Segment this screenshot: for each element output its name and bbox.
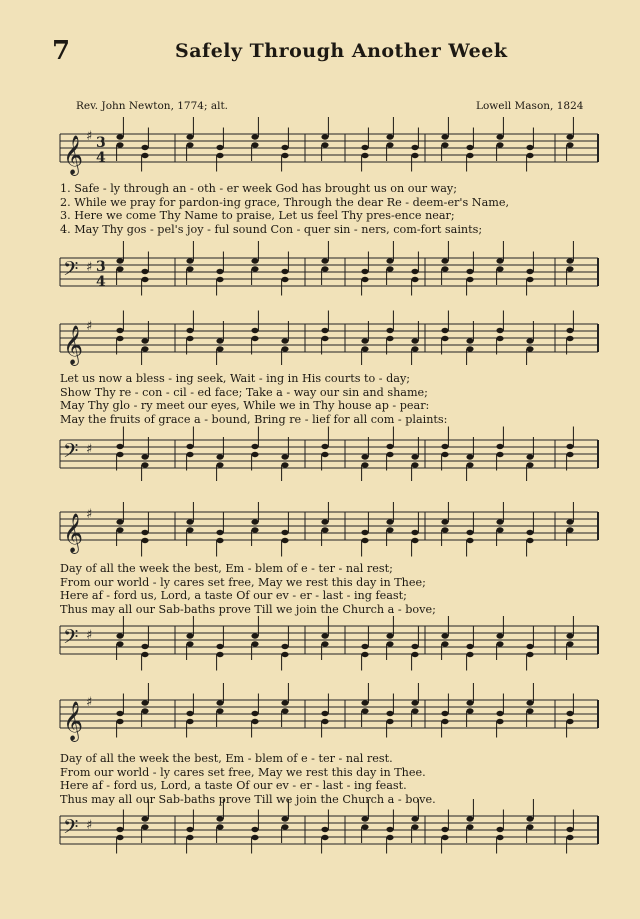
note-head: [321, 336, 328, 341]
note-head: [251, 258, 258, 263]
note-head: [496, 527, 503, 532]
note-head: [251, 336, 258, 341]
treble-staff: [60, 696, 600, 740]
note-head: [216, 338, 223, 343]
note-head: [566, 328, 573, 333]
note-head: [386, 266, 393, 271]
note-head: [496, 641, 503, 646]
note-head: [281, 644, 288, 649]
note-head: [321, 835, 328, 840]
treble-clef-icon: 𝄞: [63, 325, 84, 365]
lyric-line-verse-1: 1. Safe - ly through an - oth - er week God has brought us on our way;: [60, 182, 457, 195]
note-head: [441, 641, 448, 646]
note-head: [526, 530, 533, 535]
note-head: [116, 328, 123, 333]
bass-clef-icon: 𝄢: [63, 815, 79, 843]
note-head: [141, 700, 148, 705]
note-head: [141, 153, 148, 158]
note-head: [566, 519, 573, 524]
note-head: [361, 153, 368, 158]
note-head: [386, 641, 393, 646]
note-head: [116, 633, 123, 638]
note-head: [116, 258, 123, 263]
lyrics-block: [60, 182, 600, 236]
note-head: [281, 530, 288, 535]
note-head: [251, 719, 258, 724]
bass-staff: [60, 812, 600, 856]
note-head: [496, 633, 503, 638]
note-head: [216, 824, 223, 829]
note-head: [361, 644, 368, 649]
note-head: [251, 827, 258, 832]
note-head: [386, 328, 393, 333]
note-head: [186, 258, 193, 263]
lyric-line-verse-4: Thus may all our Sab-baths prove Till we join the Church a - bove.: [60, 792, 436, 806]
note-head: [141, 454, 148, 459]
note-head: [496, 336, 503, 341]
note-head: [441, 519, 448, 524]
note-head: [216, 346, 223, 351]
note-head: [141, 644, 148, 649]
note-head: [186, 519, 193, 524]
note-head: [526, 338, 533, 343]
note-head: [496, 452, 503, 457]
note-head: [321, 827, 328, 832]
note-head: [526, 269, 533, 274]
note-head: [411, 652, 418, 657]
note-head: [441, 827, 448, 832]
note-head: [141, 530, 148, 535]
note-head: [496, 835, 503, 840]
note-head: [361, 530, 368, 535]
note-head: [281, 153, 288, 158]
note-head: [466, 708, 473, 713]
note-head: [566, 142, 573, 147]
note-head: [116, 711, 123, 716]
note-head: [281, 652, 288, 657]
music-credit: Lowell Mason, 1824: [476, 100, 584, 112]
note-head: [186, 527, 193, 532]
note-head: [526, 153, 533, 158]
note-head: [186, 336, 193, 341]
note-head: [526, 824, 533, 829]
note-head: [116, 827, 123, 832]
bass-clef-icon: 𝄢: [63, 439, 79, 467]
note-head: [186, 452, 193, 457]
note-head: [466, 346, 473, 351]
time-signature-top: 3: [96, 259, 106, 275]
note-head: [441, 444, 448, 449]
note-head: [216, 462, 223, 467]
note-head: [216, 652, 223, 657]
note-head: [566, 641, 573, 646]
note-head: [186, 134, 193, 139]
note-head: [566, 711, 573, 716]
note-head: [566, 827, 573, 832]
note-head: [441, 336, 448, 341]
note-head: [466, 462, 473, 467]
note-head: [361, 708, 368, 713]
note-head: [281, 269, 288, 274]
note-head: [116, 835, 123, 840]
note-head: [186, 827, 193, 832]
note-head: [116, 519, 123, 524]
note-head: [141, 145, 148, 150]
lyric-line-verse-4: May the fruits of grace a - bound, Bring re - lief for all com - plaints:: [60, 412, 448, 426]
note-head: [466, 652, 473, 657]
note-head: [386, 835, 393, 840]
note-head: [361, 269, 368, 274]
note-head: [411, 269, 418, 274]
note-head: [496, 134, 503, 139]
note-head: [186, 719, 193, 724]
note-head: [361, 277, 368, 282]
note-head: [386, 633, 393, 638]
note-head: [386, 452, 393, 457]
note-head: [386, 827, 393, 832]
note-head: [116, 719, 123, 724]
sharp-key-signature-icon: ♯: [86, 260, 93, 275]
note-head: [496, 519, 503, 524]
note-head: [281, 708, 288, 713]
note-head: [411, 644, 418, 649]
note-head: [466, 700, 473, 705]
note-head: [141, 338, 148, 343]
note-head: [526, 145, 533, 150]
note-head: [321, 641, 328, 646]
note-head: [321, 711, 328, 716]
note-head: [216, 816, 223, 821]
note-head: [566, 835, 573, 840]
note-head: [186, 641, 193, 646]
treble-staff: [60, 508, 600, 552]
note-head: [386, 258, 393, 263]
note-head: [441, 719, 448, 724]
note-head: [496, 266, 503, 271]
note-head: [466, 277, 473, 282]
note-head: [411, 145, 418, 150]
note-head: [441, 452, 448, 457]
note-head: [466, 338, 473, 343]
note-head: [566, 336, 573, 341]
note-head: [251, 633, 258, 638]
note-head: [281, 454, 288, 459]
note-head: [411, 338, 418, 343]
lyrics-block: [60, 372, 600, 426]
note-head: [116, 336, 123, 341]
lyric-line-verse-1: Let us now a bless - ing seek, Wait - ing in His courts to - day;: [60, 372, 411, 385]
lyric-line-verse-2: Show Thy re - con - cil - ed face; Take a - way our sin and shame;: [60, 385, 428, 399]
sharp-key-signature-icon: ♯: [86, 319, 93, 334]
bass-clef-icon: 𝄢: [63, 625, 79, 653]
note-head: [361, 338, 368, 343]
note-head: [526, 700, 533, 705]
note-head: [361, 538, 368, 543]
note-head: [441, 266, 448, 271]
note-head: [186, 142, 193, 147]
note-head: [411, 454, 418, 459]
lyric-line-verse-4: 4. May Thy gos - pel's joy - ful sound Con - quer sin - ners, com-fort saints;: [60, 222, 483, 236]
note-head: [386, 444, 393, 449]
note-head: [141, 538, 148, 543]
note-head: [566, 719, 573, 724]
lyric-line-verse-1: Day of all the week the best, Em - blem of e - ter - nal rest.: [60, 752, 393, 765]
note-head: [411, 824, 418, 829]
note-head: [251, 134, 258, 139]
lyric-line-verse-3: May Thy glo - ry meet our eyes, While we in Thy house ap - pear:: [60, 399, 430, 412]
note-head: [526, 708, 533, 713]
note-head: [321, 452, 328, 457]
note-head: [411, 816, 418, 821]
note-head: [186, 711, 193, 716]
note-head: [186, 266, 193, 271]
note-head: [186, 444, 193, 449]
note-head: [361, 824, 368, 829]
note-head: [141, 708, 148, 713]
note-head: [321, 134, 328, 139]
note-head: [141, 462, 148, 467]
note-head: [386, 711, 393, 716]
note-head: [526, 652, 533, 657]
note-head: [386, 719, 393, 724]
lyric-line-verse-2: From our world - ly cares set free, May we rest this day in Thee;: [60, 575, 426, 589]
note-head: [116, 266, 123, 271]
note-head: [281, 145, 288, 150]
note-head: [496, 142, 503, 147]
note-head: [216, 145, 223, 150]
time-signature-top: 3: [96, 135, 106, 151]
note-head: [216, 538, 223, 543]
treble-clef-icon: 𝄞: [63, 513, 84, 553]
sharp-key-signature-icon: ♯: [86, 507, 93, 522]
note-head: [116, 134, 123, 139]
note-head: [566, 258, 573, 263]
note-head: [526, 277, 533, 282]
lyric-line-verse-3: Here af - ford us, Lord, a taste Of our ev - er - last - ing feast;: [60, 589, 407, 602]
note-head: [466, 269, 473, 274]
treble-staff: [60, 320, 600, 364]
sharp-key-signature-icon: ♯: [86, 818, 93, 833]
note-head: [361, 816, 368, 821]
note-head: [386, 336, 393, 341]
lyric-line-verse-1: Day of all the week the best, Em - blem of e - ter - nal rest;: [60, 562, 393, 575]
note-head: [216, 530, 223, 535]
note-head: [141, 824, 148, 829]
lyrics-block: [60, 562, 600, 616]
note-head: [321, 258, 328, 263]
note-head: [141, 816, 148, 821]
note-head: [526, 462, 533, 467]
note-head: [496, 711, 503, 716]
note-head: [251, 641, 258, 646]
lyrics-block: [60, 752, 600, 806]
lyric-line-verse-2: From our world - ly cares set free, May we rest this day in Thee.: [60, 765, 426, 779]
treble-staff: [60, 130, 600, 174]
hymn-title: Safely Through Another Week: [175, 40, 508, 62]
treble-clef-icon: 𝄞: [63, 701, 84, 741]
note-head: [526, 644, 533, 649]
note-head: [281, 462, 288, 467]
bass-staff: [60, 436, 600, 480]
note-head: [441, 134, 448, 139]
note-head: [526, 538, 533, 543]
note-head: [566, 527, 573, 532]
note-head: [186, 835, 193, 840]
note-head: [496, 827, 503, 832]
note-head: [566, 452, 573, 457]
note-head: [251, 519, 258, 524]
note-head: [361, 700, 368, 705]
note-head: [411, 462, 418, 467]
note-head: [441, 633, 448, 638]
note-head: [216, 700, 223, 705]
note-head: [141, 269, 148, 274]
note-head: [441, 711, 448, 716]
note-head: [361, 652, 368, 657]
note-head: [251, 527, 258, 532]
bass-clef-icon: 𝄢: [63, 257, 79, 285]
note-head: [411, 530, 418, 535]
page-number: 7: [52, 36, 71, 66]
note-head: [466, 824, 473, 829]
sharp-key-signature-icon: ♯: [86, 695, 93, 710]
lyric-line-verse-2: 2. While we pray for pardon-ing grace, Through the dear Re - deem-er's Name,: [60, 195, 510, 209]
note-head: [411, 538, 418, 543]
bass-staff: [60, 254, 600, 298]
note-head: [116, 452, 123, 457]
note-head: [466, 538, 473, 543]
note-head: [251, 328, 258, 333]
note-head: [526, 454, 533, 459]
note-head: [116, 527, 123, 532]
note-head: [386, 519, 393, 524]
note-head: [216, 269, 223, 274]
note-head: [386, 527, 393, 532]
note-head: [116, 641, 123, 646]
note-head: [281, 338, 288, 343]
note-head: [281, 538, 288, 543]
note-head: [466, 145, 473, 150]
note-head: [411, 277, 418, 282]
note-head: [411, 708, 418, 713]
bass-staff: [60, 622, 600, 666]
note-head: [321, 444, 328, 449]
words-credit: Rev. John Newton, 1774; alt.: [76, 100, 229, 112]
note-head: [466, 454, 473, 459]
note-head: [141, 346, 148, 351]
note-head: [251, 452, 258, 457]
note-head: [281, 277, 288, 282]
note-head: [566, 266, 573, 271]
note-head: [186, 633, 193, 638]
note-head: [466, 153, 473, 158]
note-head: [251, 711, 258, 716]
lyric-line-verse-4: Thus may all our Sab-baths prove Till we join the Church a - bove;: [60, 602, 436, 616]
note-head: [321, 142, 328, 147]
note-head: [321, 527, 328, 532]
note-head: [281, 700, 288, 705]
note-head: [466, 530, 473, 535]
note-head: [251, 835, 258, 840]
note-head: [216, 708, 223, 713]
note-head: [251, 444, 258, 449]
note-head: [321, 719, 328, 724]
note-head: [386, 142, 393, 147]
note-head: [321, 328, 328, 333]
note-head: [411, 153, 418, 158]
lyric-line-verse-3: 3. Here we come Thy Name to praise, Let us feel Thy pres-ence near;: [60, 209, 455, 222]
note-head: [441, 142, 448, 147]
note-head: [141, 652, 148, 657]
note-head: [496, 719, 503, 724]
note-head: [441, 527, 448, 532]
lyric-line-verse-3: Here af - ford us, Lord, a taste Of our ev - er - last - ing feast.: [60, 779, 407, 792]
note-head: [361, 346, 368, 351]
note-head: [216, 153, 223, 158]
treble-clef-icon: 𝄞: [63, 135, 84, 175]
note-head: [411, 700, 418, 705]
note-head: [441, 835, 448, 840]
note-head: [441, 258, 448, 263]
note-head: [361, 145, 368, 150]
note-head: [281, 824, 288, 829]
note-head: [216, 454, 223, 459]
note-head: [411, 346, 418, 351]
note-head: [566, 134, 573, 139]
note-head: [496, 328, 503, 333]
note-head: [466, 816, 473, 821]
time-signature-bottom: 4: [96, 274, 106, 290]
sharp-key-signature-icon: ♯: [86, 442, 93, 457]
note-head: [216, 644, 223, 649]
note-head: [116, 444, 123, 449]
note-head: [466, 644, 473, 649]
note-head: [496, 258, 503, 263]
note-head: [321, 266, 328, 271]
note-head: [141, 277, 148, 282]
note-head: [251, 142, 258, 147]
note-head: [216, 277, 223, 282]
note-head: [361, 454, 368, 459]
note-head: [566, 444, 573, 449]
note-head: [566, 633, 573, 638]
note-head: [526, 346, 533, 351]
time-signature-bottom: 4: [96, 150, 106, 166]
note-head: [526, 816, 533, 821]
note-head: [116, 142, 123, 147]
note-head: [321, 633, 328, 638]
note-head: [251, 266, 258, 271]
note-head: [496, 444, 503, 449]
note-head: [386, 134, 393, 139]
note-head: [441, 328, 448, 333]
sharp-key-signature-icon: ♯: [86, 129, 93, 144]
note-head: [361, 462, 368, 467]
note-head: [321, 519, 328, 524]
note-head: [281, 816, 288, 821]
sharp-key-signature-icon: ♯: [86, 628, 93, 643]
note-head: [186, 328, 193, 333]
note-head: [281, 346, 288, 351]
